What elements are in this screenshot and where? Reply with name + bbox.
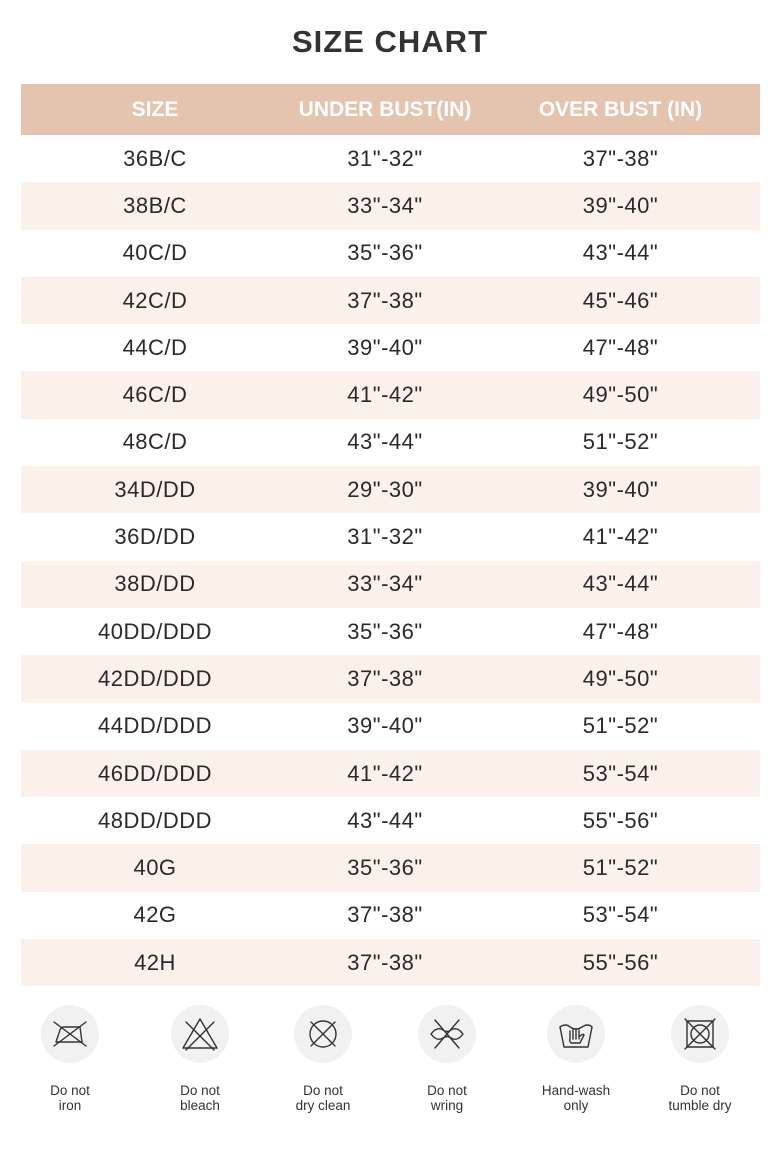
care-instructions	[0, 1005, 780, 1165]
care-label: Hand-wash only	[541, 1083, 611, 1113]
care-label: Do not wring	[427, 1083, 467, 1113]
no-wring-icon	[418, 1005, 476, 1063]
care-item	[514, 1005, 638, 1113]
cell-size: 48C/D	[122, 429, 188, 455]
cell-under-bust: 37"-38"	[347, 949, 423, 975]
care-label: Do not dry clean	[295, 1083, 351, 1113]
cell-over-bust: 37"-38"	[582, 145, 659, 171]
cell-size: 42G	[133, 902, 177, 928]
header-over-bust: OVER BUST (IN)	[538, 97, 703, 121]
cell-over-bust: 39"-40"	[582, 192, 659, 218]
no-iron-icon	[41, 1005, 99, 1063]
cell-over-bust: 41"-42"	[582, 524, 659, 550]
table-row	[21, 182, 760, 229]
cell-size: 36B/C	[123, 145, 187, 171]
cell-under-bust: 29"-30"	[347, 476, 423, 502]
cell-over-bust: 55"-56"	[582, 807, 659, 833]
care-item	[8, 1005, 132, 1113]
no-tumble-dry-icon	[671, 1005, 729, 1063]
no-bleach-icon	[171, 1005, 229, 1063]
header-under-bust: UNDER BUST(IN)	[298, 97, 472, 121]
table-row	[21, 135, 760, 182]
cell-under-bust: 35"-36"	[347, 855, 423, 881]
cell-under-bust: 43"-44"	[347, 807, 423, 833]
cell-under-bust: 33"-34"	[347, 571, 423, 597]
cell-size: 46DD/DDD	[97, 760, 213, 786]
cell-under-bust: 37"-38"	[347, 287, 423, 313]
cell-size: 42H	[134, 949, 176, 975]
cell-over-bust: 53"-54"	[582, 902, 659, 928]
cell-under-bust: 35"-36"	[347, 240, 423, 266]
cell-over-bust: 43"-44"	[582, 240, 659, 266]
table-row	[21, 844, 760, 891]
cell-over-bust: 49"-50"	[582, 665, 659, 691]
page-title: SIZE CHART	[292, 24, 488, 59]
cell-over-bust: 39"-40"	[582, 476, 659, 502]
table-row	[21, 419, 760, 466]
table-body	[21, 135, 760, 986]
table-row	[21, 513, 760, 560]
cell-under-bust: 37"-38"	[347, 902, 423, 928]
cell-under-bust: 39"-40"	[347, 334, 423, 360]
cell-under-bust: 43"-44"	[347, 429, 423, 455]
table-row	[21, 655, 760, 702]
cell-under-bust: 35"-36"	[347, 618, 423, 644]
table-row	[21, 277, 760, 324]
table-row	[21, 324, 760, 371]
cell-over-bust: 51"-52"	[582, 855, 659, 881]
cell-size: 36D/DD	[114, 524, 196, 550]
cell-over-bust: 55"-56"	[582, 949, 659, 975]
cell-over-bust: 51"-52"	[582, 429, 659, 455]
cell-over-bust: 53"-54"	[582, 760, 659, 786]
cell-over-bust: 49"-50"	[582, 382, 659, 408]
cell-size: 34D/DD	[114, 476, 196, 502]
cell-size: 48DD/DDD	[97, 807, 213, 833]
table-row	[21, 371, 760, 418]
care-item	[261, 1005, 385, 1113]
cell-under-bust: 39"-40"	[347, 713, 423, 739]
size-table	[21, 84, 760, 986]
cell-under-bust: 41"-42"	[347, 382, 423, 408]
cell-over-bust: 51"-52"	[582, 713, 659, 739]
table-row	[21, 797, 760, 844]
cell-size: 40C/D	[122, 240, 188, 266]
care-label: Do not bleach	[180, 1083, 220, 1113]
cell-over-bust: 45"-46"	[582, 287, 659, 313]
cell-over-bust: 47"-48"	[582, 334, 659, 360]
cell-size: 42C/D	[122, 287, 188, 313]
cell-under-bust: 31"-32"	[347, 145, 423, 171]
care-label: Do not iron	[50, 1083, 90, 1113]
table-row	[21, 750, 760, 797]
cell-under-bust: 33"-34"	[347, 192, 423, 218]
care-item	[638, 1005, 762, 1113]
cell-size: 44DD/DDD	[97, 713, 213, 739]
table-row	[21, 892, 760, 939]
cell-size: 44C/D	[122, 334, 188, 360]
cell-under-bust: 37"-38"	[347, 665, 423, 691]
cell-size: 46C/D	[122, 382, 188, 408]
table-row	[21, 939, 760, 986]
cell-size: 38B/C	[123, 192, 187, 218]
no-dry-clean-icon	[294, 1005, 352, 1063]
table-row	[21, 703, 760, 750]
cell-over-bust: 43"-44"	[582, 571, 659, 597]
cell-size: 38D/DD	[114, 571, 196, 597]
cell-size: 40DD/DDD	[97, 618, 213, 644]
table-row	[21, 561, 760, 608]
care-item	[385, 1005, 509, 1113]
header-size: SIZE	[131, 97, 179, 121]
cell-size: 42DD/DDD	[97, 665, 213, 691]
cell-over-bust: 47"-48"	[582, 618, 659, 644]
table-row	[21, 230, 760, 277]
cell-under-bust: 31"-32"	[347, 524, 423, 550]
care-item	[138, 1005, 262, 1113]
cell-under-bust: 41"-42"	[347, 760, 423, 786]
cell-size: 40G	[133, 855, 177, 881]
table-header	[21, 84, 760, 135]
table-row	[21, 466, 760, 513]
table-row	[21, 608, 760, 655]
hand-wash-icon	[547, 1005, 605, 1063]
care-label: Do not tumble dry	[668, 1083, 732, 1113]
